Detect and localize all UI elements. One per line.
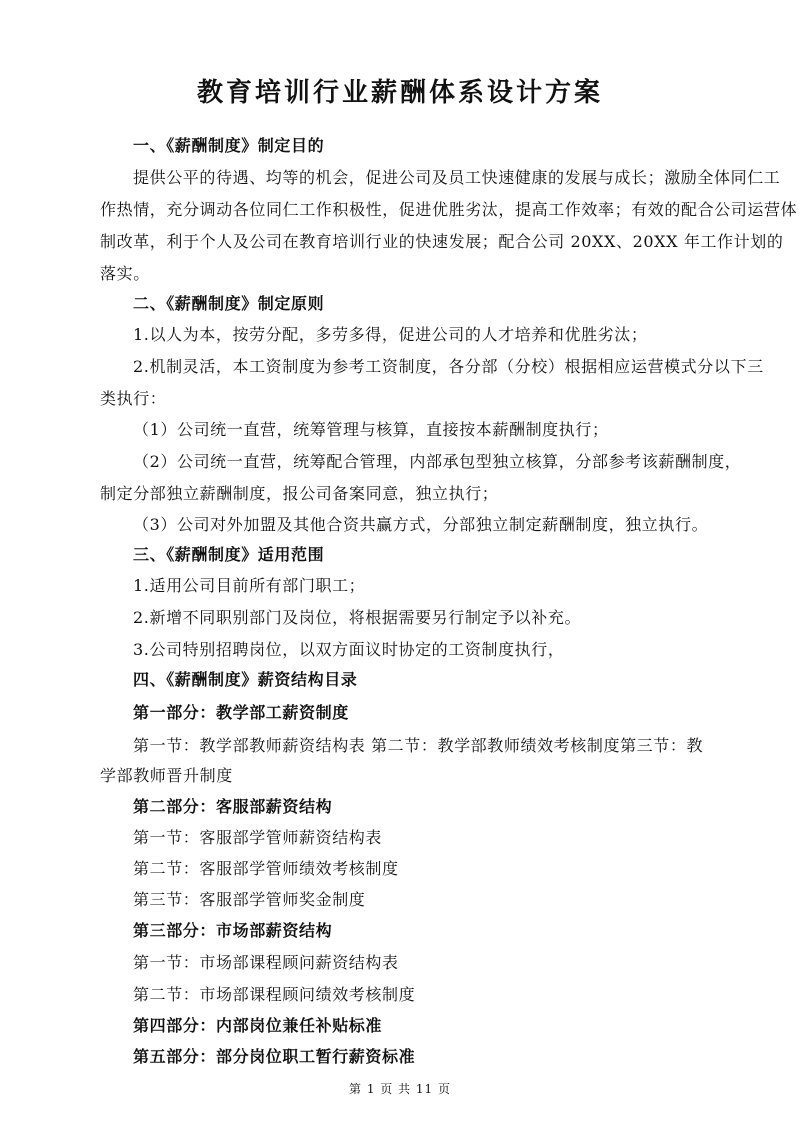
toc-item: 第一节：客服部学管师薪资结构表 [133, 828, 383, 847]
list-item: 类执行： [100, 389, 167, 408]
section-2-heading: 二、《薪酬制度》制定原则 [133, 294, 325, 313]
list-item: 2.机制灵活，本工资制度为参考工资制度，各分部（分校）根据相应运营模式分以下三 [133, 357, 764, 376]
part-heading: 第一部分：教学部工薪资制度 [133, 703, 349, 722]
toc-item: 第二节：市场部课程顾问绩效考核制度 [133, 985, 416, 1004]
document-title: 教育培训行业薪酬体系设计方案 [196, 78, 603, 108]
paragraph-line: 制改革，利于个人及公司在教育培训行业的快速发展；配合公司 20XX、20XX 年工作计划的 [100, 232, 784, 251]
paragraph-line: 提供公平的待遇、均等的机会，促进公司及员工快速健康的发展与成长；激励全体同仁工 [133, 168, 781, 187]
part-heading: 第四部分：内部岗位兼任补贴标准 [133, 1016, 383, 1035]
list-item: 1.以人为本，按劳分配，多劳多得，促进公司的人才培养和优胜劣汰； [133, 325, 648, 344]
page-number: 第 1 页 共 11 页 [349, 1082, 451, 1096]
sub-list-item: （1）公司统一直营，统筹管理与核算，直接按本薪酬制度执行； [133, 420, 609, 439]
toc-item: 第一节：市场部课程顾问薪资结构表 [133, 953, 399, 972]
part-heading: 第二部分：客服部薪资结构 [133, 797, 333, 816]
sub-list-item: 制定分部独立薪酬制度，报公司备案同意，独立执行； [100, 484, 499, 503]
toc-item: 第二节：客服部学管师绩效考核制度 [133, 859, 399, 878]
sub-list-item: （3）公司对外加盟及其他合资共赢方式，分部独立制定薪酬制度，独立执行。 [133, 515, 709, 534]
list-item: 3.公司特别招聘岗位，以双方面议时协定的工资制度执行， [133, 640, 565, 659]
section-3-heading: 三、《薪酬制度》适用范围 [133, 545, 325, 564]
paragraph-line: 落实。 [100, 264, 150, 283]
toc-item: 第一节：教学部教师薪资结构表 第二节：教学部教师绩效考核制度第三节：教 [133, 736, 704, 755]
list-item: 1.适用公司目前所有部门职工； [133, 576, 366, 595]
part-heading: 第三部分：市场部薪资结构 [133, 921, 333, 940]
part-heading: 第五部分：部分岗位职工暂行薪资标准 [133, 1047, 416, 1066]
paragraph-line: 作热情，充分调动各位同仁工作积极性，促进优胜劣汰，提高工作效率；有效的配合公司运营体 [100, 200, 798, 219]
section-1-heading: 一、《薪酬制度》制定目的 [133, 136, 325, 155]
toc-item: 第三节：客服部学管师奖金制度 [133, 890, 366, 909]
sub-list-item: （2）公司统一直营，统筹配合管理，内部承包型独立核算，分部参考该薪酬制度， [133, 452, 742, 471]
list-item: 2.新增不同职别部门及岗位，将根据需要另行制定予以补充。 [133, 608, 582, 627]
section-4-heading: 四、《薪酬制度》薪资结构目录 [133, 670, 358, 689]
toc-item: 学部教师晋升制度 [100, 766, 233, 785]
